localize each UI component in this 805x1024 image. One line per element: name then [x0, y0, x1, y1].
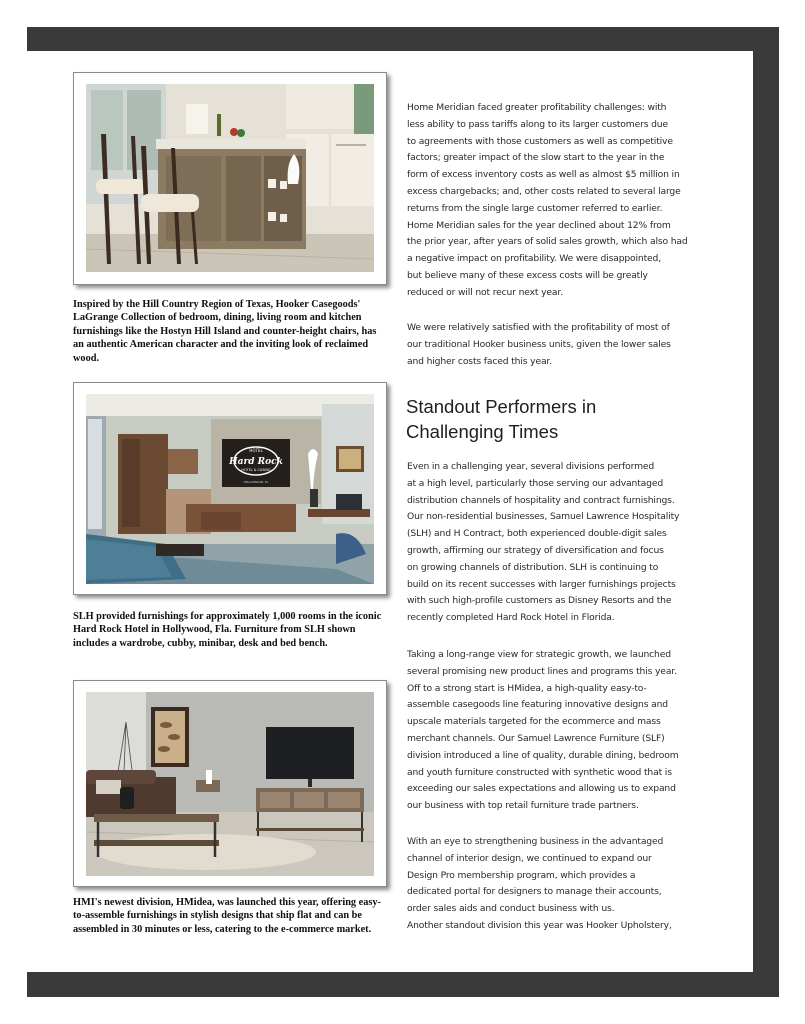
hotel-room-image [86, 394, 374, 584]
traditional-business-paragraph [407, 320, 707, 370]
text-line: division introduced a line of quality, durable dining, bedroom [407, 749, 679, 761]
page-frame-bottom-bar [27, 972, 779, 997]
text-line: Taking a long-range view for strategic growth, we launched [407, 649, 671, 660]
heading-line: Standout Performers in [406, 396, 597, 417]
text-line: channel of interior design, we continued to expand our [407, 852, 652, 864]
text-line: with such high-profile customers as Disney Resorts and the [407, 595, 672, 607]
text-line: We were relatively satisfied with the profitability of most of [407, 322, 670, 333]
living-room-image [86, 692, 374, 876]
text-line: to agreements with those customers as well as competitive [407, 135, 673, 147]
text-line: upscale materials targeted for the ecommerce and mass [407, 716, 661, 728]
text-line: merchant channels. Our Samuel Lawrence Furniture (SLF) [407, 732, 665, 744]
text-line: recently completed Hard Rock Hotel in Florida. [407, 612, 615, 624]
text-line: Home Meridian faced greater profitability challenges: with [407, 102, 667, 113]
text-line: dedicated portal for designers to manage their accounts, [407, 886, 662, 898]
svg-text:HOTEL & CASINO: HOTEL & CASINO [241, 468, 271, 472]
svg-text:Hard Rock: Hard Rock [229, 457, 283, 467]
living-room-photo [73, 680, 387, 887]
text-line: Home Meridian sales for the year declined about 12% from [407, 219, 671, 231]
text-line: build on its recent successes with larger furnishings projects [407, 578, 676, 590]
text-line: excess chargebacks; and, other costs related to several large [407, 185, 681, 197]
text-line: our business with top retail furniture trade partners. [407, 800, 639, 812]
text-line: growth, affirming our strategy of diversification and focus [407, 544, 664, 556]
text-line: on growing channels of distribution. SLH is continuing to [407, 561, 659, 573]
hotel-room-photo [73, 382, 387, 595]
text-line: and youth furniture constructed with synthetic wood that is [407, 766, 672, 778]
strategic-growth-paragraph [407, 647, 707, 815]
text-line: With an eye to strengthening business in the advantaged [407, 836, 664, 847]
text-line: and higher costs faced this year. [407, 355, 552, 367]
hotel-photo-caption: SLH provided furnishings for approximately 1,000 rooms in the iconic Hard Rock Hotel in Hollywood, Fla. Furniture from SLH shown includes a wardrobe, cubby, minibar, desk and bed bench. [73, 611, 382, 649]
section-heading [406, 394, 706, 444]
design-pro-paragraph [407, 834, 707, 935]
text-line: distribution channels of hospitality and contract furnishings. [407, 494, 675, 506]
kitchen-island-image [86, 84, 374, 272]
text-line: assemble casegoods line featuring innovative designs and [407, 699, 668, 711]
text-line: exceeding our sales expectations and allowing us to expand [407, 783, 676, 795]
text-line: factors; greater impact of the slow start to the year in the [407, 152, 665, 164]
text-line: order sales aids and conduct business with us. [407, 903, 615, 915]
kitchen-island-photo [73, 72, 387, 285]
text-line: less ability to pass tariffs along to its larger customers due [407, 118, 668, 130]
text-line: Another standout division this year was Hooker Upholstery, [407, 919, 672, 931]
text-line: Our non-residential businesses, Samuel Lawrence Hospitality [407, 511, 680, 523]
text-line: a negative impact on profitability. We were disappointed, [407, 253, 662, 265]
standout-divisions-paragraph [407, 459, 707, 627]
kitchen-photo-caption: Inspired by the Hill Country Region of Texas, Hooker Casegoods' LaGrange Collection of bedroom, dining, living room and kitchen furnishings like the Hostyn Hill Island and counter-height chairs, has an authentic American character and the inviting look of reclaimed wood. [73, 299, 377, 364]
text-line: reduced or will not recur next year. [407, 286, 563, 298]
text-line: Design Pro membership program, which provides a [407, 869, 636, 881]
text-line: our traditional Hooker business units, given the lower sales [407, 338, 671, 350]
text-line: but believe many of these excess costs will be greatly [407, 269, 648, 281]
text-line: form of excess inventory costs as well as almost $5 million in [407, 169, 680, 181]
text-line: several promising new product lines and programs this year. [407, 665, 677, 677]
svg-text:HOLLYWOOD, FL: HOLLYWOOD, FL [243, 480, 269, 484]
text-line: the prior year, after years of solid sales growth, which also had [407, 236, 688, 248]
text-line: (SLH) and H Contract, both experienced double-digit sales [407, 528, 667, 540]
heading-line: Challenging Times [406, 421, 559, 442]
text-line: Even in a challenging year, several divisions performed [407, 461, 655, 472]
page-frame-top-bar [27, 27, 779, 51]
svg-text:HOTEL: HOTEL [249, 448, 263, 453]
text-line: at a high level, particularly those serving our advantaged [407, 477, 664, 489]
home-meridian-paragraph [407, 100, 707, 302]
living-room-photo-caption: HMI's newest division, HMidea, was launched this year, offering easy-to-assemble furnishings in stylish designs that ship flat and can be assembled in 30 minutes or less, catering to the e-commerce market. [73, 897, 381, 935]
text-line: returns from the single large customer referred to earlier. [407, 202, 663, 214]
page-frame-right-bar [753, 27, 779, 997]
text-line: Off to a strong start is HMidea, a high-quality easy-to- [407, 682, 647, 694]
